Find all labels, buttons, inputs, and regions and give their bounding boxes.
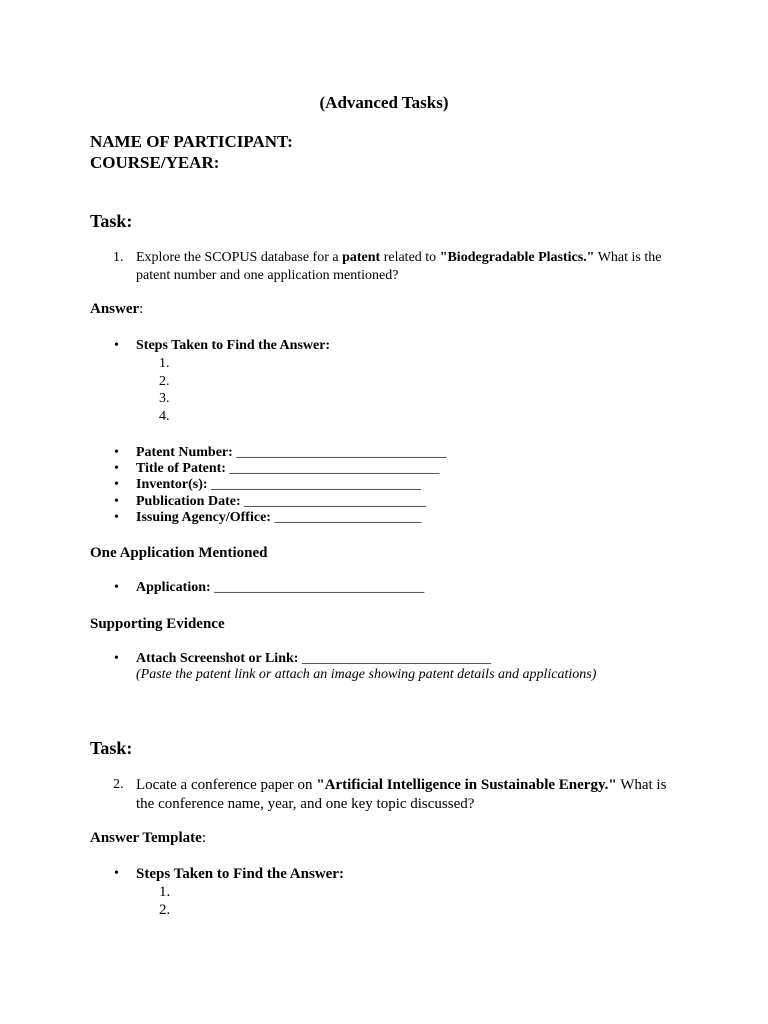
field-attach-evidence bbox=[136, 651, 491, 667]
field-blank: ______________________________ bbox=[210, 580, 425, 595]
bullet-glyph: • bbox=[114, 445, 119, 460]
bullet-glyph: • bbox=[114, 866, 119, 881]
field-issuing-agency bbox=[136, 510, 421, 526]
answer-label-text: Answer Template bbox=[90, 830, 202, 846]
field-title-of-patent bbox=[136, 461, 439, 477]
task-2-question-bold-topic: "Artificial Intelligence in Sustainable Energy." bbox=[316, 777, 617, 793]
field-label: Application: bbox=[136, 580, 211, 595]
evidence-heading: Supporting Evidence bbox=[90, 616, 225, 632]
task-2-question-suffix: What is the conference name, year, and one key topic discussed? bbox=[136, 777, 667, 812]
task-2-answer-label bbox=[90, 830, 206, 847]
field-label: Attach Screenshot or Link: bbox=[136, 651, 299, 666]
task-1-step-4: 4. bbox=[159, 409, 170, 424]
field-label: Inventor(s): bbox=[136, 477, 208, 492]
task-2-heading: Task: bbox=[90, 738, 133, 758]
answer-label-colon: : bbox=[201, 830, 206, 846]
steps-label-text: Steps Taken to Find the Answer: bbox=[136, 338, 331, 353]
field-label: Patent Number: bbox=[136, 445, 233, 460]
bullet-glyph: • bbox=[114, 494, 119, 509]
task-1-question bbox=[136, 249, 681, 284]
task-2-question bbox=[136, 776, 681, 814]
task-2-question-prefix: Locate a conference paper on bbox=[136, 777, 317, 793]
course-year-label: COURSE/YEAR: bbox=[90, 153, 220, 172]
field-blank: ______________________________ bbox=[207, 477, 422, 492]
field-label: Title of Patent: bbox=[136, 461, 226, 476]
task-1-question-suffix: What is the patent number and one application mentioned? bbox=[136, 250, 662, 283]
task-2-step-1: 1. bbox=[159, 884, 171, 900]
evidence-note: (Paste the patent link or attach an image showing patent details and applications) bbox=[136, 667, 597, 682]
bullet-glyph: • bbox=[114, 477, 119, 492]
task-1-question-mid: related to bbox=[380, 250, 440, 265]
task-1-question-prefix: Explore the SCOPUS database for a bbox=[136, 250, 343, 265]
answer-label-text: Answer bbox=[90, 301, 140, 317]
task-1-answer-label bbox=[90, 301, 143, 318]
steps-label-text: Steps Taken to Find the Answer: bbox=[136, 866, 344, 882]
bullet-glyph: • bbox=[114, 461, 119, 476]
bullet-glyph: • bbox=[114, 338, 119, 353]
task-1-number: 1. bbox=[113, 250, 124, 265]
field-label: Issuing Agency/Office: bbox=[136, 510, 271, 525]
field-publication-date bbox=[136, 494, 426, 510]
document-title: (Advanced Tasks) bbox=[319, 93, 449, 112]
task-2-steps-label bbox=[136, 866, 344, 883]
field-patent-number bbox=[136, 445, 446, 461]
bullet-glyph: • bbox=[114, 651, 119, 666]
field-label: Publication Date: bbox=[136, 494, 241, 509]
field-blank: ___________________________ bbox=[298, 651, 491, 666]
task-1-question-bold-topic: "Biodegradable Plastics." bbox=[439, 250, 595, 265]
field-blank: ______________________________ bbox=[225, 461, 440, 476]
task-1-step-2: 2. bbox=[159, 374, 170, 389]
task-1-step-3: 3. bbox=[159, 391, 170, 406]
bullet-glyph: • bbox=[114, 580, 119, 595]
field-blank: _____________________ bbox=[270, 510, 422, 525]
task-2-step-2: 2. bbox=[159, 902, 171, 918]
task-1-heading: Task: bbox=[90, 211, 133, 231]
application-heading: One Application Mentioned bbox=[90, 545, 268, 561]
participant-name-label: NAME OF PARTICIPANT: bbox=[90, 132, 293, 151]
answer-label-colon: : bbox=[139, 301, 144, 317]
field-blank: __________________________ bbox=[240, 494, 427, 509]
field-inventors bbox=[136, 477, 421, 493]
task-1-question-bold-patent: patent bbox=[342, 250, 381, 265]
task-1-step-1: 1. bbox=[159, 356, 170, 371]
task-1-steps-label bbox=[136, 338, 330, 354]
field-application bbox=[136, 580, 424, 596]
bullet-glyph: • bbox=[114, 510, 119, 525]
task-2-number: 2. bbox=[113, 777, 124, 792]
field-blank: ______________________________ bbox=[232, 445, 447, 460]
